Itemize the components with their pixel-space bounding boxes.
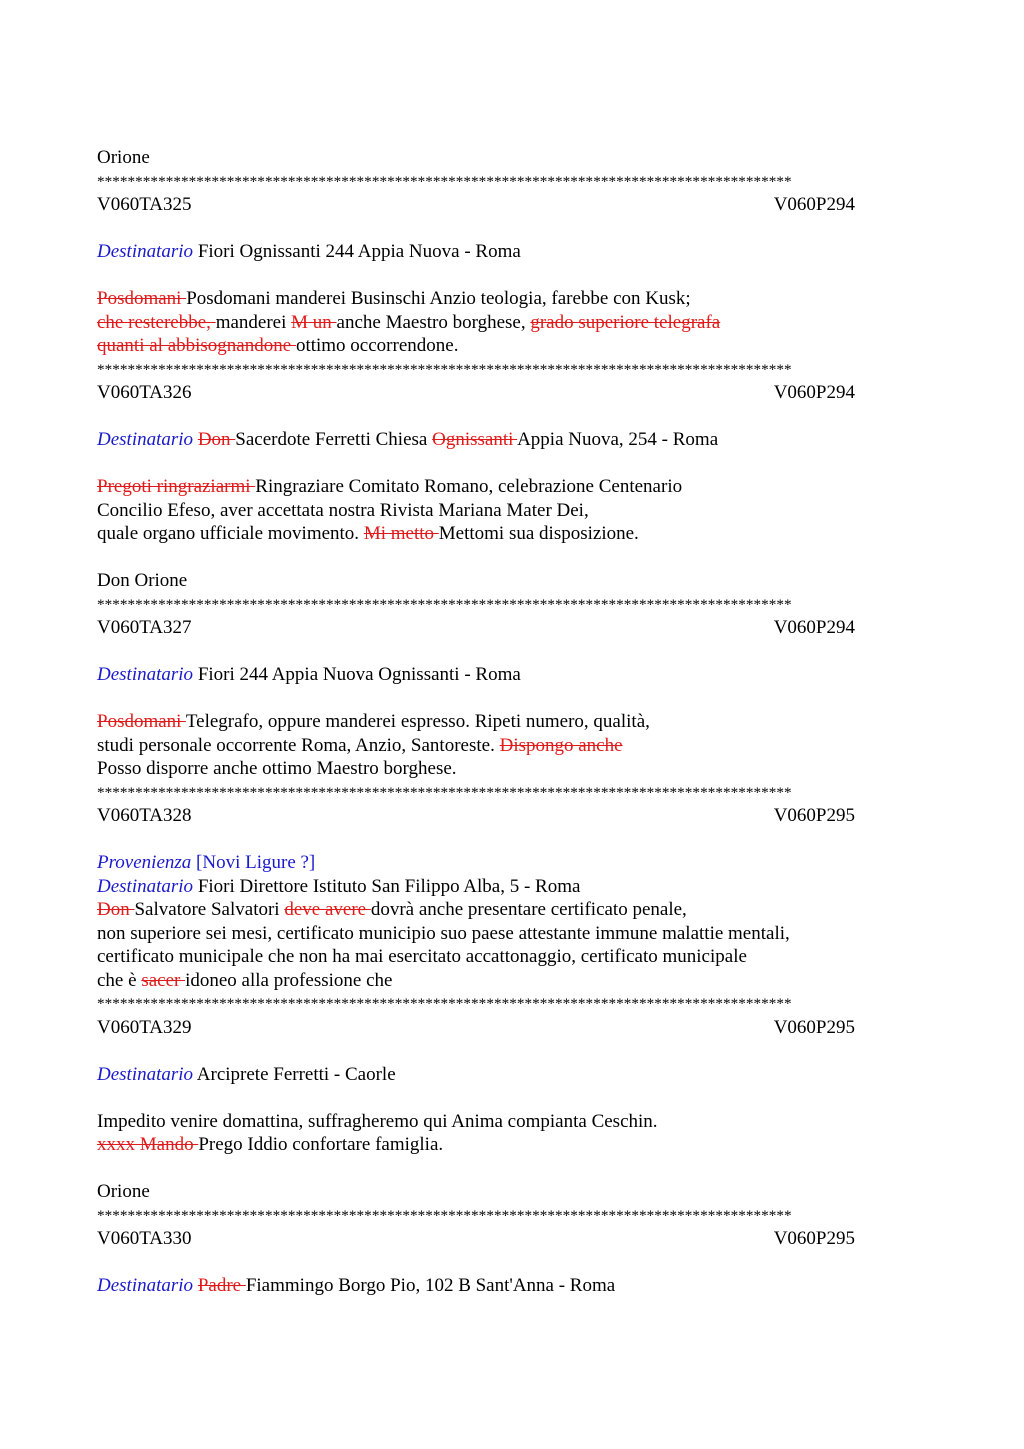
recipient-text: Appia Nuova, 254 - Roma	[517, 429, 719, 450]
entry-header	[97, 804, 855, 828]
body-line: Posso disporre anche ottimo Maestro borghese.	[97, 758, 457, 779]
entry-header	[97, 1016, 855, 1040]
signature: Don Orione	[97, 570, 188, 591]
body-text: Ringraziare Comitato Romano, celebrazione Centenario	[255, 476, 683, 497]
recipient-line	[97, 1063, 937, 1087]
body-line	[97, 969, 937, 993]
recipient-line	[97, 240, 937, 264]
entry-header	[97, 381, 855, 405]
deleted-text: Don	[97, 899, 135, 920]
telegram-entry	[97, 1227, 937, 1298]
body-text: dovrà anche presentare certificato penale,	[370, 899, 687, 920]
recipient-text: Sacerdote Ferretti Chiesa	[235, 429, 433, 450]
recipient-line	[97, 428, 937, 452]
recipient-label: Destinatario	[97, 875, 194, 897]
recipient-label: Destinatario	[97, 1275, 194, 1296]
deleted-text: che resterebbe,	[97, 311, 216, 333]
separator: *******************************************************************************************	[97, 1206, 792, 1224]
body-text: ottimo occorrendone.	[295, 335, 459, 356]
body-text: Posdomani manderei Businschi Anzio teologia, farebbe con Kusk;	[186, 288, 691, 309]
deleted-text: deve avere	[284, 899, 371, 920]
entry-header	[97, 193, 855, 217]
body-line	[97, 522, 937, 546]
body-line	[97, 734, 937, 758]
recipient-label: Destinatario	[97, 429, 194, 450]
page-ref: V060P294	[773, 617, 855, 638]
telegram-entry	[97, 1016, 937, 1204]
body-text: quale organo ufficiale movimento.	[97, 523, 364, 544]
recipient-label: Destinatario	[97, 664, 194, 685]
body-line	[97, 475, 937, 499]
page-ref: V060P295	[773, 805, 855, 826]
body-line	[97, 334, 937, 358]
page-ref: V060P294	[773, 382, 855, 403]
separator: *******************************************************************************************	[97, 783, 792, 801]
body-line	[97, 898, 937, 922]
origin-line	[97, 851, 937, 875]
recipient-text: Fiori Ognissanti 244 Appia Nuova - Roma	[197, 241, 521, 262]
telegram-entry	[97, 193, 937, 358]
telegram-entry	[97, 381, 937, 593]
body-text: studi personale occorrente Roma, Anzio, Santoreste.	[97, 734, 500, 756]
deleted-text: Padre	[197, 1275, 246, 1296]
entry-id: V060TA329	[97, 1016, 192, 1038]
deleted-text: sacer	[141, 969, 186, 991]
body-line: non superiore sei mesi, certificato municipio suo paese attestante immune malattie mentali,	[97, 922, 790, 944]
page-ref: V060P295	[773, 1016, 855, 1038]
separator: *******************************************************************************************	[97, 360, 792, 378]
deleted-text: Pregoti ringraziarmi	[97, 476, 256, 497]
separator: *******************************************************************************************	[97, 595, 792, 613]
body-text: anche Maestro borghese,	[336, 311, 531, 333]
body-text: Mettomi sua disposizione.	[438, 523, 639, 544]
deleted-text: Posdomani	[97, 288, 187, 309]
body-text: Salvatore Salvatori	[134, 899, 285, 920]
recipient-line	[97, 875, 937, 899]
body-line: Concilio Efeso, aver accettata nostra Rivista Mariana Mater Dei,	[97, 499, 589, 521]
deleted-text: quanti al abbisognandone	[97, 335, 296, 356]
signature: Orione	[97, 147, 150, 168]
body-text: manderei	[215, 311, 292, 333]
body-line: Impedito venire domattina, suffragheremo qui Anima compianta Ceschin.	[97, 1110, 658, 1132]
entry-header	[97, 616, 855, 640]
entry-id: V060TA328	[97, 805, 192, 826]
deleted-text: Posdomani	[97, 711, 186, 732]
recipient-text: Fiori Direttore Istituto San Filippo Alba, 5 - Roma	[197, 875, 581, 897]
recipient-line	[97, 663, 937, 687]
deleted-text: Dispongo anche	[499, 734, 623, 756]
body-line	[97, 287, 937, 311]
recipient-label: Destinatario	[97, 1063, 194, 1085]
telegram-entry	[97, 804, 937, 992]
recipient-text: Fiammingo Borgo Pio, 102 B Sant'Anna - Roma	[245, 1275, 616, 1296]
entry-id: V060TA330	[97, 1228, 192, 1249]
body-line	[97, 710, 937, 734]
body-text: Telegrafo, oppure manderei espresso. Ripeti numero, qualità,	[185, 711, 650, 732]
separator: *******************************************************************************************	[97, 172, 792, 190]
body-line: certificato municipale che non ha mai esercitato accattonaggio, certificato municipale	[97, 946, 747, 967]
telegram-entry	[97, 616, 937, 781]
deleted-text: Mi metto	[363, 523, 439, 544]
deleted-text: M un	[291, 311, 337, 333]
deleted-text: Don	[197, 429, 236, 450]
entry-id: V060TA327	[97, 617, 192, 638]
body-text: che è	[97, 969, 142, 991]
recipient-text: Fiori 244 Appia Nuova Ognissanti - Roma	[197, 664, 521, 685]
document-page	[97, 146, 937, 1298]
body-text: Prego Iddio confortare famiglia.	[198, 1134, 444, 1155]
body-text: idoneo alla professione che	[185, 969, 393, 991]
recipient-label: Destinatario	[97, 241, 194, 262]
separator: *******************************************************************************************	[97, 995, 792, 1012]
signature: Orione	[97, 1181, 150, 1202]
deleted-text: xxxx Mando	[97, 1134, 199, 1155]
page-ref: V060P295	[773, 1228, 855, 1249]
recipient-line	[97, 1274, 937, 1298]
body-line	[97, 311, 937, 335]
deleted-text: Ognissanti	[432, 429, 518, 450]
page-ref: V060P294	[773, 194, 855, 215]
origin-text: [Novi Ligure ?]	[196, 852, 316, 873]
body-line	[97, 1133, 937, 1157]
recipient-text: Arciprete Ferretti - Caorle	[196, 1063, 396, 1085]
deleted-text: grado superiore telegrafa	[530, 311, 721, 333]
origin-label: Provenienza	[97, 852, 192, 873]
entry-header	[97, 1227, 855, 1251]
entry-id: V060TA325	[97, 194, 192, 215]
entry-id: V060TA326	[97, 382, 192, 403]
